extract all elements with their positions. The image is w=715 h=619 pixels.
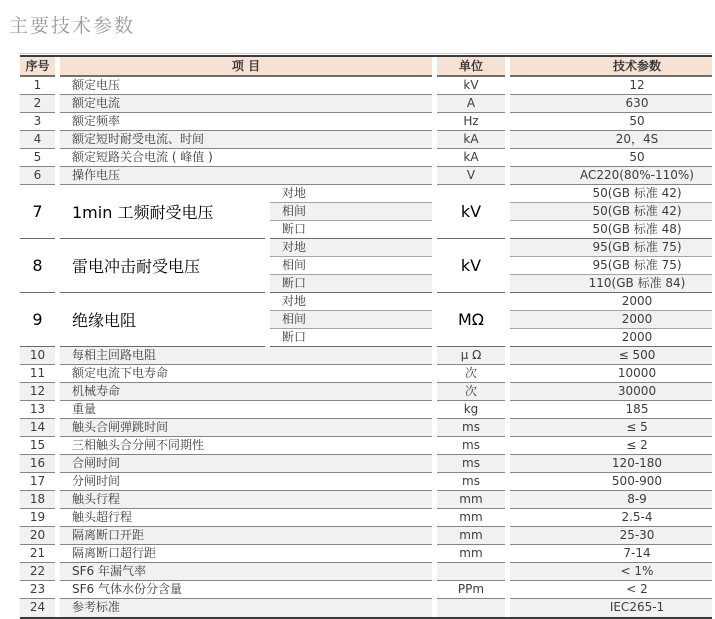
param-cell: 185 [510, 401, 712, 419]
unit-cell: kV [437, 239, 505, 293]
table-row [20, 455, 712, 473]
sub-item-cell: 断口 [270, 221, 432, 239]
param-cell: 50(GB 标准 42) [510, 203, 712, 221]
row-number-cell: 1 [20, 77, 55, 95]
row-number-cell: 13 [20, 401, 55, 419]
row-number-cell: 4 [20, 131, 55, 149]
param-cell: < 2 [510, 581, 712, 599]
item-cell: 触头行程 [60, 491, 432, 509]
col-header-item: 项 目 [60, 57, 432, 77]
param-cell: 25-30 [510, 527, 712, 545]
item-cell: 额定短时耐受电流、时间 [60, 131, 432, 149]
row-number-cell: 15 [20, 437, 55, 455]
row-number-cell: 6 [20, 167, 55, 185]
row-number-cell: 18 [20, 491, 55, 509]
param-cell: ≤ 500 [510, 347, 712, 365]
unit-cell: kg [437, 401, 505, 419]
unit-cell: 次 [437, 365, 505, 383]
item-cell: 触头合闸弹跳时间 [60, 419, 432, 437]
param-cell: 2000 [510, 311, 712, 329]
param-cell: 8-9 [510, 491, 712, 509]
item-cell: 额定电流 [60, 95, 432, 113]
item-cell: 雷电冲击耐受电压 [60, 239, 265, 293]
param-cell: 95(GB 标准 75) [510, 257, 712, 275]
sub-item-cell: 相间 [270, 311, 432, 329]
row-number-cell: 7 [20, 185, 55, 239]
item-cell: 绝缘电阻 [60, 293, 265, 347]
param-cell: 500-900 [510, 473, 712, 491]
unit-cell: PPm [437, 581, 505, 599]
item-cell: 机械寿命 [60, 383, 432, 401]
unit-cell: mm [437, 491, 505, 509]
table-row [20, 167, 712, 185]
table-row [20, 527, 712, 545]
col-header-no: 序号 [20, 57, 55, 77]
unit-cell: V [437, 167, 505, 185]
unit-cell [437, 563, 505, 581]
row-number-cell: 16 [20, 455, 55, 473]
table-row [20, 383, 712, 401]
table-row [20, 77, 712, 95]
param-cell: 20，4S [510, 131, 712, 149]
table-row [20, 365, 712, 383]
unit-cell: mm [437, 545, 505, 563]
spec-table [20, 55, 712, 619]
table-row [20, 581, 712, 599]
param-cell: 95(GB 标准 75) [510, 239, 712, 257]
table-row [20, 437, 712, 455]
col-header-unit: 单位 [437, 57, 505, 77]
table-row [20, 473, 712, 491]
row-number-cell: 23 [20, 581, 55, 599]
sub-item-cell: 断口 [270, 275, 432, 293]
item-cell: 额定电压 [60, 77, 432, 95]
row-number-cell: 20 [20, 527, 55, 545]
table-row [20, 347, 712, 365]
table-body [20, 77, 712, 617]
item-cell: 合闸时间 [60, 455, 432, 473]
item-cell: 分闸时间 [60, 473, 432, 491]
row-number-cell: 21 [20, 545, 55, 563]
page-title: 主要技术参数 [9, 15, 136, 37]
param-cell: 50 [510, 113, 712, 131]
item-cell: 重量 [60, 401, 432, 419]
item-cell: 额定频率 [60, 113, 432, 131]
unit-cell: kA [437, 149, 505, 167]
sub-item-cell: 断口 [270, 329, 432, 347]
table-row [20, 599, 712, 617]
row-number-cell: 10 [20, 347, 55, 365]
item-cell: SF6 气体水份分含量 [60, 581, 432, 599]
row-number-cell: 14 [20, 419, 55, 437]
param-cell: 30000 [510, 383, 712, 401]
row-number-cell: 24 [20, 599, 55, 617]
unit-cell: Hz [437, 113, 505, 131]
sub-item-cell: 相间 [270, 203, 432, 221]
item-cell: 1min 工频耐受电压 [60, 185, 265, 239]
item-cell: 每相主回路电阻 [60, 347, 432, 365]
row-number-cell: 2 [20, 95, 55, 113]
sub-item-cell: 对地 [270, 239, 432, 257]
table-row-group [20, 239, 712, 293]
sub-item-cell: 相间 [270, 257, 432, 275]
col-header-param: 技术参数 [510, 57, 712, 77]
param-cell: 110(GB 标准 84) [510, 275, 712, 293]
unit-cell: ms [437, 437, 505, 455]
param-cell: 2.5-4 [510, 509, 712, 527]
item-cell: 额定电流下电寿命 [60, 365, 432, 383]
unit-cell: ms [437, 455, 505, 473]
table-row [20, 509, 712, 527]
table-row [20, 419, 712, 437]
item-cell: 触头超行程 [60, 509, 432, 527]
param-cell: ≤ 2 [510, 437, 712, 455]
item-cell: 隔离断口超行距 [60, 545, 432, 563]
param-cell: 7-14 [510, 545, 712, 563]
table-row [20, 95, 712, 113]
item-cell: 额定短路关合电流 ( 峰值 ) [60, 149, 432, 167]
table-row [20, 149, 712, 167]
param-cell: 12 [510, 77, 712, 95]
param-cell: < 1% [510, 563, 712, 581]
table-header-row [20, 57, 712, 77]
table-row [20, 491, 712, 509]
param-cell: 10000 [510, 365, 712, 383]
param-cell: IEC265-1 [510, 599, 712, 617]
param-cell: 2000 [510, 329, 712, 347]
unit-cell: A [437, 95, 505, 113]
row-number-cell: 9 [20, 293, 55, 347]
item-cell: SF6 年漏气率 [60, 563, 432, 581]
param-cell: 50 [510, 149, 712, 167]
row-number-cell: 11 [20, 365, 55, 383]
unit-cell [437, 599, 505, 617]
row-number-cell: 22 [20, 563, 55, 581]
item-cell: 三相触头合分闸不同期性 [60, 437, 432, 455]
row-number-cell: 8 [20, 239, 55, 293]
table-row [20, 401, 712, 419]
table-row-group [20, 293, 712, 347]
row-number-cell: 5 [20, 149, 55, 167]
row-number-cell: 19 [20, 509, 55, 527]
param-cell: ≤ 5 [510, 419, 712, 437]
unit-cell: mm [437, 509, 505, 527]
unit-cell: μ Ω [437, 347, 505, 365]
item-cell: 操作电压 [60, 167, 432, 185]
unit-cell: ms [437, 473, 505, 491]
sub-item-cell: 对地 [270, 185, 432, 203]
unit-cell: ms [437, 419, 505, 437]
unit-cell: kA [437, 131, 505, 149]
unit-cell: kV [437, 185, 505, 239]
param-cell: 50(GB 标准 48) [510, 221, 712, 239]
table-row-group [20, 185, 712, 239]
table-row [20, 563, 712, 581]
unit-cell: MΩ [437, 293, 505, 347]
row-number-cell: 3 [20, 113, 55, 131]
item-cell: 参考标准 [60, 599, 432, 617]
unit-cell: 次 [437, 383, 505, 401]
param-cell: 120-180 [510, 455, 712, 473]
sub-item-cell: 对地 [270, 293, 432, 311]
row-number-cell: 12 [20, 383, 55, 401]
table-row [20, 545, 712, 563]
param-cell: 630 [510, 95, 712, 113]
unit-cell: kV [437, 77, 505, 95]
param-cell: 2000 [510, 293, 712, 311]
item-cell: 隔离断口开距 [60, 527, 432, 545]
param-cell: AC220(80%-110%) [510, 167, 712, 185]
param-cell: 50(GB 标准 42) [510, 185, 712, 203]
table-row [20, 131, 712, 149]
table-row [20, 113, 712, 131]
row-number-cell: 17 [20, 473, 55, 491]
unit-cell: mm [437, 527, 505, 545]
